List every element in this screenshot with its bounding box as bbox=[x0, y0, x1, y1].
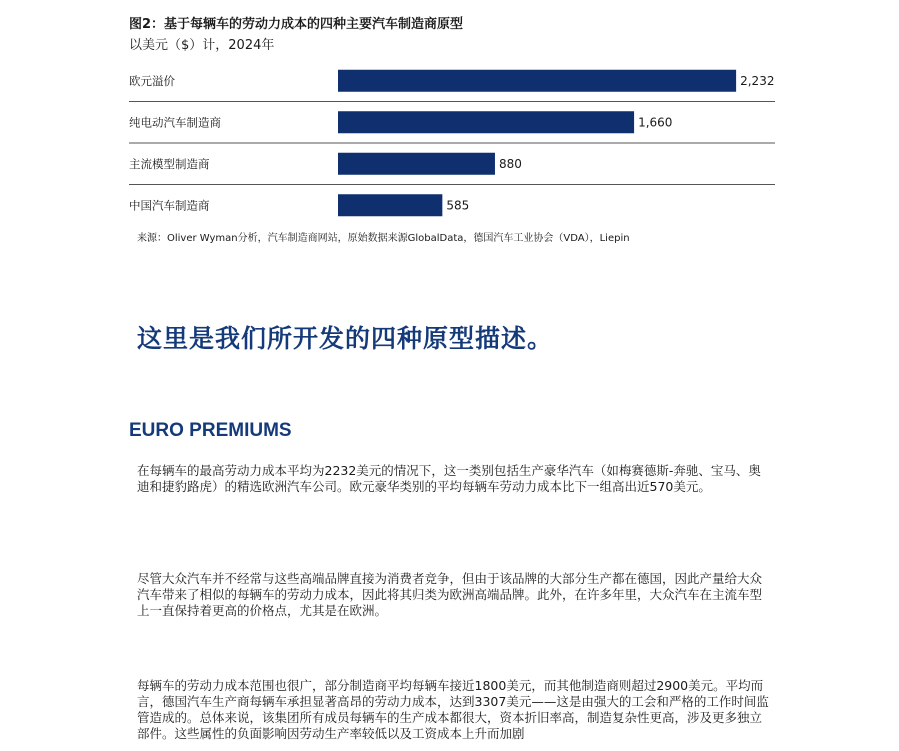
value-label: 585 bbox=[446, 198, 470, 213]
bar bbox=[338, 194, 442, 216]
figure-source: 来源：Oliver Wyman分析，汽车制造商网站，原始数据来源GlobalData，德国汽车工业协会（VDA），Liepin bbox=[137, 233, 630, 244]
bar-chart bbox=[0, 0, 899, 230]
figure-subtitle: 以美元（$）计，2024年 bbox=[129, 38, 275, 53]
paragraph-3: 每辆车的劳动力成本范围也很广，部分制造商平均每辆车接近1800美元，而其他制造商则超过2900美元。平均而言，德国汽车生产商每辆车承担显著高昂的劳动力成本，达到3307美元——这是由强大的工会和严格的工作时间监管造成的。总体来说，该集团所有成员每辆车的生产成本都很大，资本折旧率高，制造复杂性更高，涉及更多独立部件。这些属性的负面影响因劳动生产率较低以及工资成本上升而加剧 bbox=[137, 678, 769, 741]
bar bbox=[338, 153, 495, 175]
paragraph-1: 在每辆车的最高劳动力成本平均为2232美元的情况下，这一类别包括生产豪华汽车（如梅赛德斯-奔驰、宝马、奥迪和捷豹路虎）的精选欧洲汽车公司。欧元豪华类别的平均每辆车劳动力成本比下一组高出近570美元。 bbox=[137, 463, 761, 494]
category-label: 欧元溢价 bbox=[129, 73, 175, 88]
bar bbox=[338, 111, 634, 133]
section-title-euro-premiums: EURO PREMIUMS bbox=[129, 420, 292, 441]
value-label: 2,232 bbox=[740, 73, 775, 88]
section-headline: 这里是我们所开发的四种原型描述。 bbox=[137, 324, 554, 353]
category-label: 中国汽车制造商 bbox=[129, 198, 210, 213]
category-label: 纯电动汽车制造商 bbox=[129, 115, 221, 130]
figure-title: 图2：基于每辆车的劳动力成本的四种主要汽车制造商原型 bbox=[129, 17, 464, 32]
bar bbox=[338, 70, 736, 92]
value-label: 880 bbox=[498, 156, 522, 171]
category-label: 主流模型制造商 bbox=[129, 156, 210, 171]
value-label: 1,660 bbox=[638, 115, 673, 130]
paragraph-2: 尽管大众汽车并不经常与这些高端品牌直接为消费者竞争，但由于该品牌的大部分生产都在德国，因此产量给大众汽车带来了相似的每辆车的劳动力成本，因此将其归类为欧洲高端品牌。此外，在许多年里，大众汽车在主流车型上一直保持着更高的价格点，尤其是在欧洲。 bbox=[137, 571, 763, 618]
